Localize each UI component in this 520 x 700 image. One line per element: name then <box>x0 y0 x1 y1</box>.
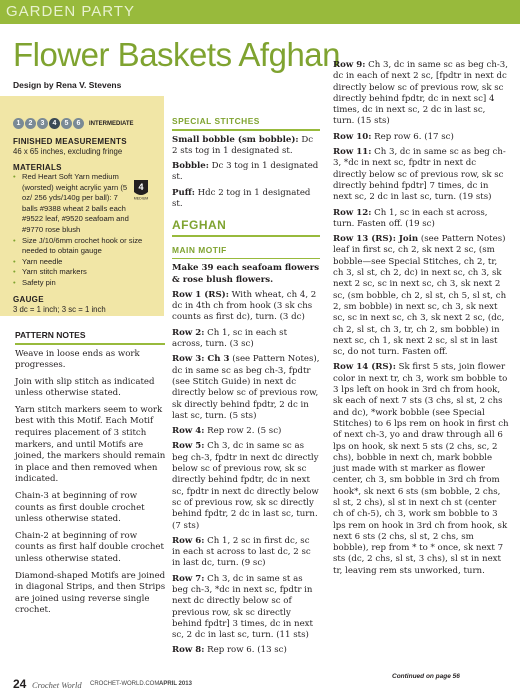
divider <box>172 258 320 260</box>
continued-note: Continued on page 56 <box>392 673 460 680</box>
divider <box>172 235 320 237</box>
stitch-term: Bobble: <box>172 161 209 172</box>
pattern-row <box>172 441 320 531</box>
page-number: 24 <box>13 677 27 691</box>
skill-dot-selected: 4 <box>49 118 60 129</box>
skill-dot: 6 <box>73 118 84 129</box>
motif-intro: Make 39 each seafoam flowers & rose blush flowers. <box>172 263 320 285</box>
page-title: Flower Baskets Afghan <box>13 36 341 73</box>
row-text: (see Pattern Notes) leaf in first sc, ch 2, sk next 2 sc, (sm bobble—see Special Stitches, ch 2, tr, ch 3, sl st, ch 2, dc) in next sc, ch 3, sk next 2 sc, sc in next sc, ch 3, sk next 2 sc, (sm bobble, ch 2, sl st, ch 5, sl st, ch 2, sm bobble) in next sc, ch 3, sk next sc, sc in next sc, ch 3, sk next 2 sc, (dc, ch 2, sl st, ch 3, tr, ch 2, sm bobble) in next sc, ch 1, sk next 2 sc, sl st in last sc, do not turn. Fasten off. <box>333 234 507 358</box>
row-text: Rep row 6. (13 sc) <box>204 645 287 656</box>
note-paragraph: Diamond-shaped Motifs are joined in diagonal Strips, and then Strips are joined using reverse single crochet. <box>15 570 166 616</box>
afghan-head: AFGHAN <box>172 218 227 233</box>
pattern-row <box>172 574 320 642</box>
row-text: (see Pattern Notes), dc in same sc as beg ch-3, fpdtr (see Stitch Guide) in next dc directly below sc of previous row, sk directly behind fpdtr, 2 dc in last sc, turn. (5 sts) <box>172 354 320 421</box>
designer-byline: Design by Rena V. Stevens <box>13 80 122 90</box>
list-item: • Red Heart Soft Yarn medium (worsted) weight acrylic yarn (5 oz/ 256 yds/140g per ball): 7 balls #9388 wheat 2 balls each #9522 leaf, #9520 seafoam and #9770 rose blush <box>13 172 156 236</box>
row-text: With wheat, ch 4, 2 dc in 4th ch from hook (3 sk chs counts as first dc), turn. (3 dc) <box>172 289 317 323</box>
list-item: • Yarn needle <box>13 257 156 268</box>
note-paragraph: Yarn stitch markers seem to work best with this Motif. Each Motif requires placement of 3 stitch markers, and until Motifs are joined, the markers should remain in place and then removed when indicated. <box>15 404 166 485</box>
main-motif-head: MAIN MOTIF <box>172 244 227 255</box>
row-label: Row 1 (RS): <box>172 289 229 300</box>
row-text: Ch 3, dc in same st as beg ch-3, *dc in next sc, fpdtr in next dc directly below sc of previous row, sk sc directly behind fpdtr] 3 times, dc in next sc, 2 dc in last sc, turn. (11 sts) <box>172 573 313 641</box>
finished-text: 46 x 65 inches, excluding fringe <box>13 147 123 156</box>
row-text: Ch 1, sc in each st across, turn. Fasten off. (19 sc) <box>333 207 488 229</box>
skill-dot: 2 <box>25 118 36 129</box>
stitch-term: Puff: <box>172 187 195 198</box>
pattern-row <box>172 426 320 437</box>
row-text: Ch 3, dc in same sc as beg ch-3, fpdtr in next dc directly below sc of previous row, sk sc directly behind fpdtr, dc in next sc, fpdtr in next dc directly below sc of previous row, sk sc directly behind fpdtr, 2 dc in last sc, turn. (7 sts) <box>172 441 319 531</box>
row-label: Row 11: <box>333 147 372 158</box>
pattern-row <box>333 132 509 143</box>
materials-section <box>13 163 156 289</box>
row-text: Ch 1, sc in each st across, turn. (3 sc) <box>172 327 288 350</box>
row-label: Row 14 (RS): <box>333 362 396 373</box>
row-label: Row 4: <box>172 426 205 437</box>
pattern-notes-head: PATTERN NOTES <box>15 330 86 340</box>
pattern-notes <box>15 349 166 617</box>
list-item: • Yarn stitch markers <box>13 267 156 278</box>
special-stitch <box>172 188 320 211</box>
materials-list <box>13 172 156 289</box>
row-label: Row 7: <box>172 573 205 584</box>
stitch-def: Hdc 2 tog in 1 designated st. <box>172 187 311 209</box>
row-label: Row 12: <box>333 207 372 218</box>
right-column <box>333 60 509 581</box>
specs-panel <box>0 96 164 316</box>
pattern-row <box>172 290 320 324</box>
row-label: Row 2: <box>172 327 205 338</box>
row-text: Ch 3, dc in same sc as beg ch-3, dc in each of next 2 sc, [fpdtr in next dc directly below sc of previous row, sk sc directly behind fpdtr, dc in next sc] 4 times, dc in next sc, 2 dc in last sc, turn. (15 sts) <box>333 60 508 127</box>
pattern-row <box>333 362 509 577</box>
section-kicker: GARDEN PARTY <box>6 3 135 20</box>
row-label: Row 3: Ch 3 <box>172 354 230 365</box>
pattern-row <box>172 536 320 570</box>
divider <box>15 343 165 345</box>
left-column <box>0 96 164 622</box>
special-stitch <box>172 135 320 158</box>
issue-date: APRIL 2013 <box>159 681 192 687</box>
magazine-name: Crochet World <box>32 680 82 690</box>
stitch-term: Small bobble (sm bobble): <box>172 134 299 145</box>
pattern-row <box>333 234 509 358</box>
special-stitches-head: SPECIAL STITCHES <box>172 116 260 126</box>
row-text: Sk first 5 sts, join flower color in next tr, ch 3, work sm bobble to 3 lps left on hook in 3rd ch from hook, sk each of next 7 sts (3 chs, sl st, 2 chs and dc), *work bobble (see Special Stitches) to 6 lps rem on hook in first ch of next ch-3, yo and draw through all 6 lps on hook, sk next 5 sts (2 chs, sc, 2 chs), bobble in next ch, mark bobble just made with st marker as flower center, ch 3, sm bobble in 3rd ch from hook*, sk next 6 sts (sm bobble, 2 chs, sl st, 2 chs), sl st in next ch st (center ch of ch-5), ch 3, work sm bobble to 3 lps rem on hook in 3rd ch from hook, sk next 6 sts (2 chs, sl st, 2 chs, sm bobble), rep from * to * once, sk next 7 sts (dc, 2 chs, sl st, 3 chs), sl st in next tr, leaving rem sts unworked, turn. <box>333 362 509 576</box>
row-label: Row 6: <box>172 535 205 546</box>
row-label: Row 8: <box>172 645 205 656</box>
pattern-row <box>172 645 320 656</box>
pattern-row <box>333 208 509 231</box>
note-paragraph: Chain-3 at beginning of row counts as first double crochet unless otherwise stated. <box>15 491 145 525</box>
note-paragraph: Weave in loose ends as work progresses. <box>15 348 140 371</box>
skill-dot: 1 <box>13 118 24 129</box>
note-paragraph: Chain-2 at beginning of row counts as first half double crochet unless otherwise stated. <box>15 530 164 564</box>
row-label: Row 13 (RS): Join <box>333 234 419 245</box>
yarn-weight-number: 4 <box>138 182 144 192</box>
pattern-row <box>172 354 320 422</box>
row-text: Rep row 2. (5 sc) <box>204 426 282 437</box>
materials-head: MATERIALS <box>13 163 62 172</box>
pattern-row <box>333 147 509 203</box>
note-paragraph: Join with slip stitch as indicated unless otherwise stated. <box>15 376 155 399</box>
magazine-url: CROCHET-WORLD.COM <box>90 681 160 687</box>
divider <box>172 129 320 131</box>
pattern-row <box>333 60 509 128</box>
row-label: Row 9: <box>333 60 366 70</box>
finished-head: FINISHED MEASUREMENTS <box>13 137 127 146</box>
list-item: • Size J/10/6mm crochet hook or size needed to obtain gauge <box>13 236 156 257</box>
row-text: Ch 1, 2 sc in first dc, sc in each st across to last dc, 2 sc in last dc, turn. (9 sc) <box>172 535 311 569</box>
skill-dot: 5 <box>61 118 72 129</box>
skill-level <box>13 118 156 129</box>
row-text: Ch 3, dc in same sc as beg ch-3, *dc in next sc, fpdtr in next dc directly below sc of previous row, sk sc directly behind fpdtr] 7 times, dc in next sc, 2 dc in last sc, turn. (19 sts) <box>333 147 506 203</box>
row-text: Rep row 6. (17 sc) <box>371 131 454 142</box>
gauge-text: 3 dc = 1 inch; 3 sc = 1 inch <box>13 304 106 314</box>
skill-label: INTERMEDIATE <box>89 120 134 127</box>
row-label: Row 5: <box>172 441 205 452</box>
pattern-row <box>172 328 320 351</box>
special-stitch <box>172 161 320 184</box>
stitch-def: Dc 2 sts tog in 1 designated st. <box>172 134 314 156</box>
skill-dot: 3 <box>37 118 48 129</box>
stitch-def: Dc 3 tog in 1 designated st. <box>172 161 319 183</box>
list-item: • Safety pin <box>13 278 156 289</box>
yarn-weight-word: MEDIUM <box>133 196 149 200</box>
middle-column <box>172 116 320 661</box>
row-label: Row 10: <box>333 131 372 142</box>
gauge-head: GAUGE <box>13 294 44 304</box>
